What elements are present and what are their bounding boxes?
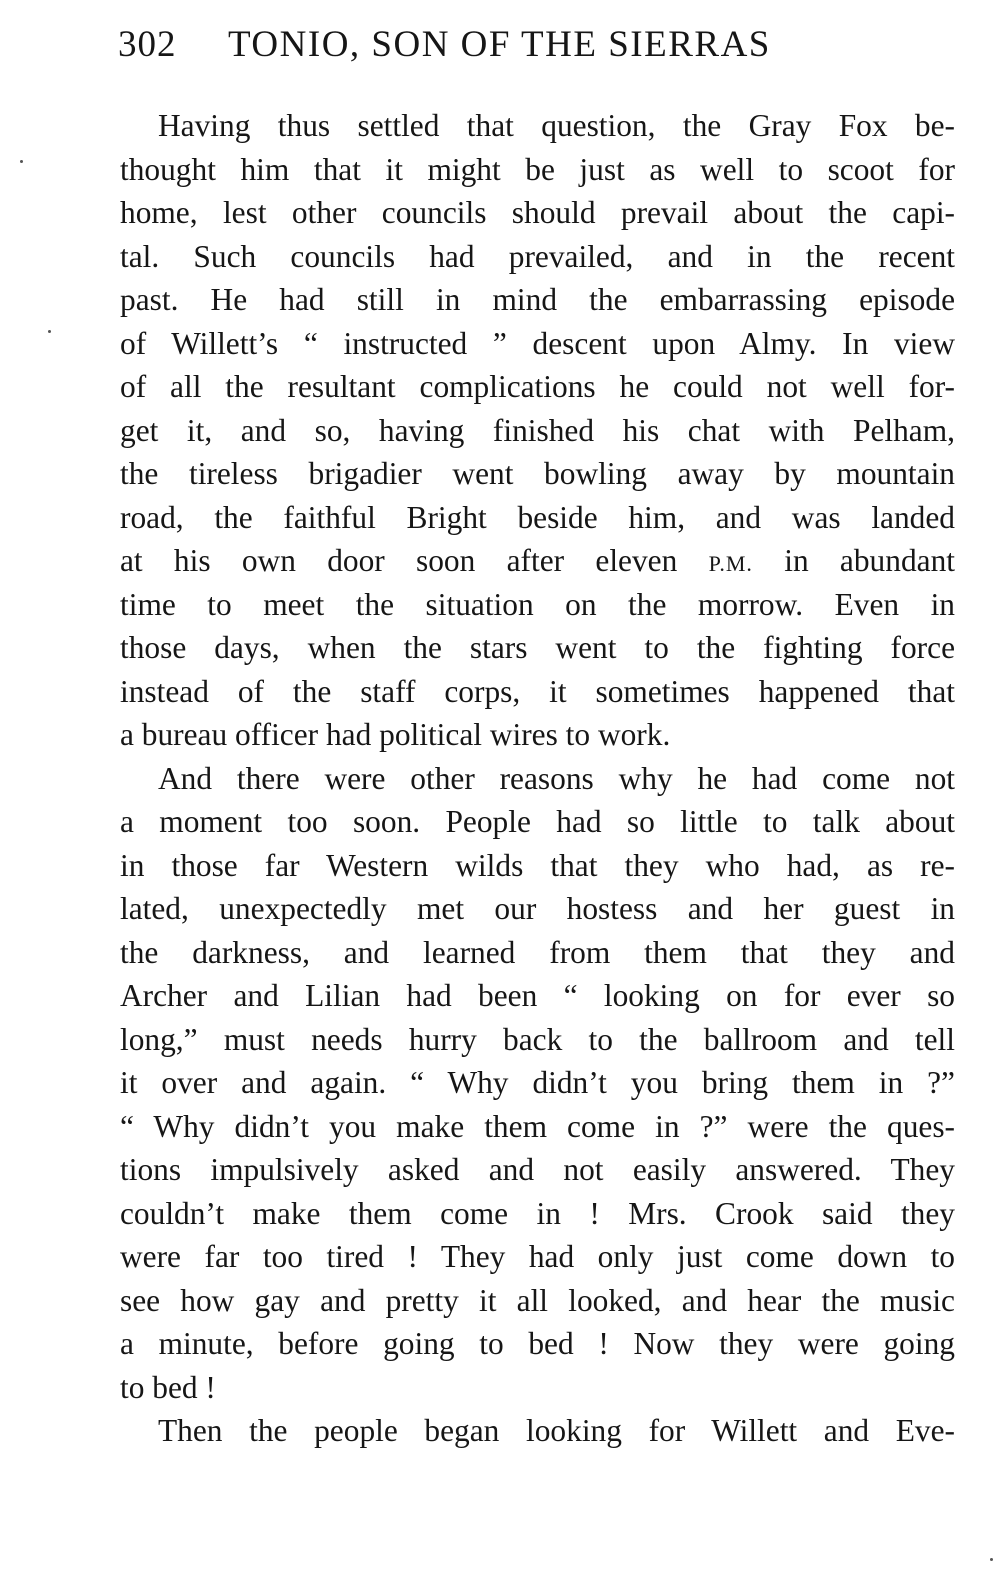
text-fragment: at his own door soon after eleven	[120, 543, 709, 578]
text-line: a minute, before going to bed ! Now they were going	[120, 1326, 955, 1361]
text-line: long,” must needs hurry back to the ballroom and tell	[120, 1021, 955, 1057]
page-number: 302	[118, 24, 177, 65]
running-head	[118, 20, 888, 70]
text-line: it over and again. “ Why didn’t you bring them in ?”	[120, 1065, 955, 1100]
text-line: home, lest other councils should prevail about the capi-	[120, 195, 955, 230]
scan-speck	[990, 1558, 993, 1561]
text-line: lated, unexpectedly met our hostess and her guest in	[120, 891, 955, 926]
scan-speck	[20, 160, 23, 163]
text-line: see how gay and pretty it all looked, and hear the music	[120, 1282, 955, 1318]
text-line: in those far Western wilds that they who had, as re-	[120, 847, 955, 883]
text-line: were far too tired ! They had only just come down to	[120, 1239, 955, 1274]
text-line: a bureau officer had political wires to work.	[120, 717, 671, 752]
running-title: TONIO, SON OF THE SIERRAS	[228, 24, 771, 65]
text-line: Having thus settled that question, the Gray Fox be-	[158, 108, 955, 143]
text-line: And there were other reasons why he had come not	[158, 760, 955, 796]
text-line: a moment too soon. People had so little to talk about	[120, 804, 955, 839]
text-line: couldn’t make them come in ! Mrs. Crook said they	[120, 1195, 955, 1231]
text-line: those days, when the stars went to the fighting force	[120, 630, 955, 665]
text-fragment: in abundant	[752, 543, 955, 578]
scan-speck	[48, 330, 51, 333]
text-line	[120, 539, 955, 583]
text-line: to bed !	[120, 1369, 216, 1405]
text-line: get it, and so, having finished his chat with Pelham,	[120, 412, 955, 448]
text-line: the tireless brigadier went bowling away by mountain	[120, 456, 955, 491]
text-line: Then the people began looking for Willett and Eve-	[158, 1413, 955, 1448]
time-abbreviation: P.M.	[708, 551, 753, 576]
text-line: tal. Such councils had prevailed, and in the recent	[120, 238, 955, 274]
body-text	[120, 104, 955, 1453]
text-line: the darkness, and learned from them that they and	[120, 934, 955, 970]
text-line: road, the faithful Bright beside him, and was landed	[120, 499, 955, 535]
text-line: of all the resultant complications he could not well for-	[120, 369, 955, 404]
text-line: thought him that it might be just as well to scoot for	[120, 151, 955, 187]
text-line: Archer and Lilian had been “ looking on for ever so	[120, 978, 955, 1013]
text-line: time to meet the situation on the morrow. Even in	[120, 586, 955, 622]
text-line: tions impulsively asked and not easily answered. They	[120, 1152, 955, 1187]
text-line: instead of the staff corps, it sometimes happened that	[120, 673, 955, 709]
text-line: “ Why didn’t you make them come in ?” were the ques-	[120, 1108, 955, 1144]
text-line: of Willett’s “ instructed ” descent upon Almy. In view	[120, 325, 955, 361]
text-line: past. He had still in mind the embarrassing episode	[120, 282, 955, 317]
